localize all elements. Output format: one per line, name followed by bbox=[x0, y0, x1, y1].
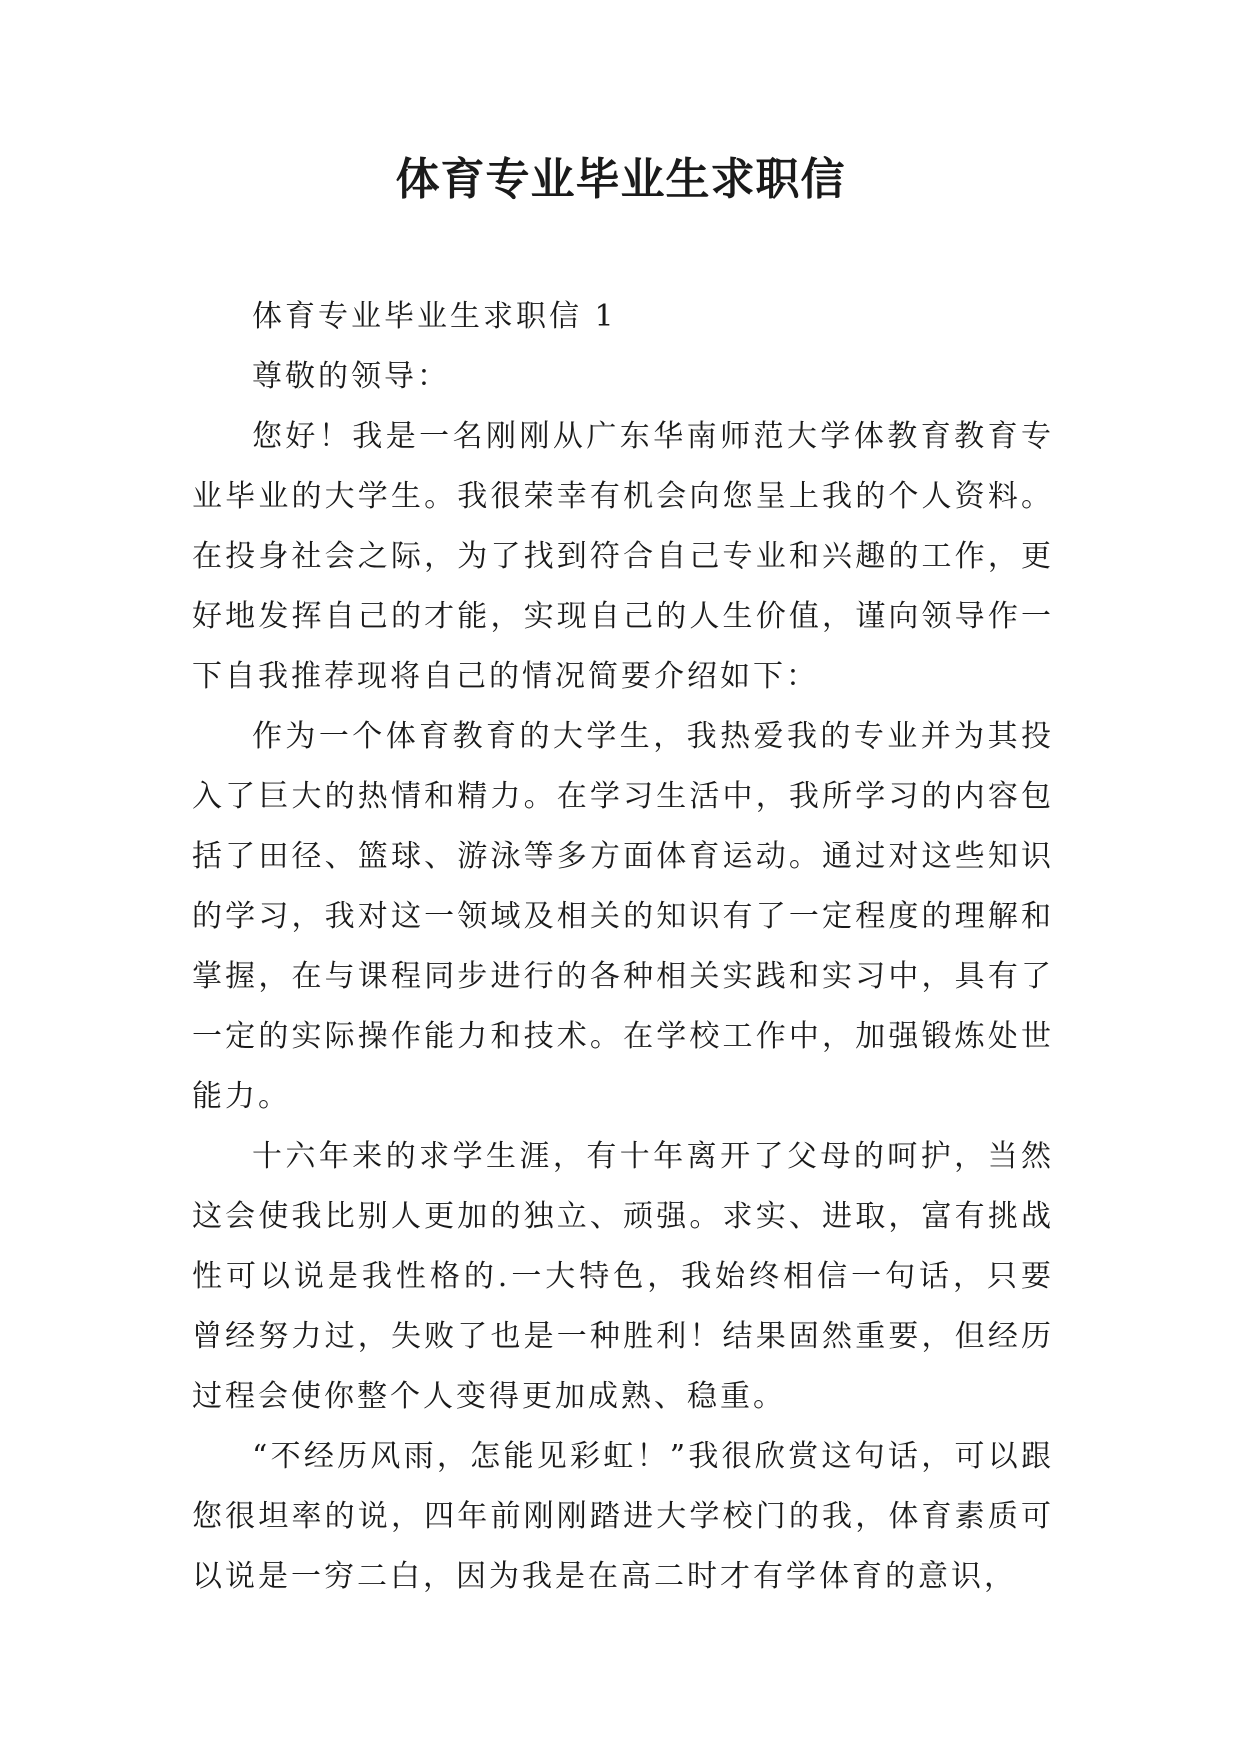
paragraph-introduction: 您好！我是一名刚刚从广东华南师范大学体教育教育专业毕业的大学生。我很荣幸有机会向您呈上我的个人资料。在投身社会之际，为了找到符合自己专业和兴趣的工作，更好地发挥自己的才能，实现自己的人生价值，谨向领导作一下自我推荐现将自己的情况简要介绍如下： bbox=[192, 419, 1054, 694]
paragraph-character: 十六年来的求学生涯，有十年离开了父母的呵护，当然这会使我比别人更加的独立、顽强。求实、进取，富有挑战性可以说是我性格的.一大特色，我始终相信一句话，只要曾经努力过，失败了也是一种胜利！结果固然重要，但经历过程会使你整个人变得更加成熟、稳重。 bbox=[192, 1139, 1054, 1414]
document-title: 体育专业毕业生求职信 bbox=[395, 154, 846, 205]
paragraph-growth: “不经历风雨，怎能见彩虹！”我很欣赏这句话，可以跟您很坦率的说，四年前刚刚踏进大学校门的我，体育素质可以说是一穷二白，因为我是在高二时才有学体育的意识， bbox=[192, 1439, 1054, 1594]
letter-heading: 体育专业毕业生求职信 1 bbox=[252, 299, 617, 334]
document-body bbox=[192, 287, 1054, 1607]
paragraph-study: 作为一个体育教育的大学生，我热爱我的专业并为其投入了巨大的热情和精力。在学习生活中，我所学习的内容包括了田径、篮球、游泳等多方面体育运动。通过对这些知识的学习，我对这一领域及相关的知识有了一定程度的理解和掌握，在与课程同步进行的各种相关实践和实习中，具有了一定的实际操作能力和技术。在学校工作中，加强锻炼处世能力。 bbox=[192, 719, 1054, 1114]
salutation: 尊敬的领导： bbox=[252, 359, 450, 394]
